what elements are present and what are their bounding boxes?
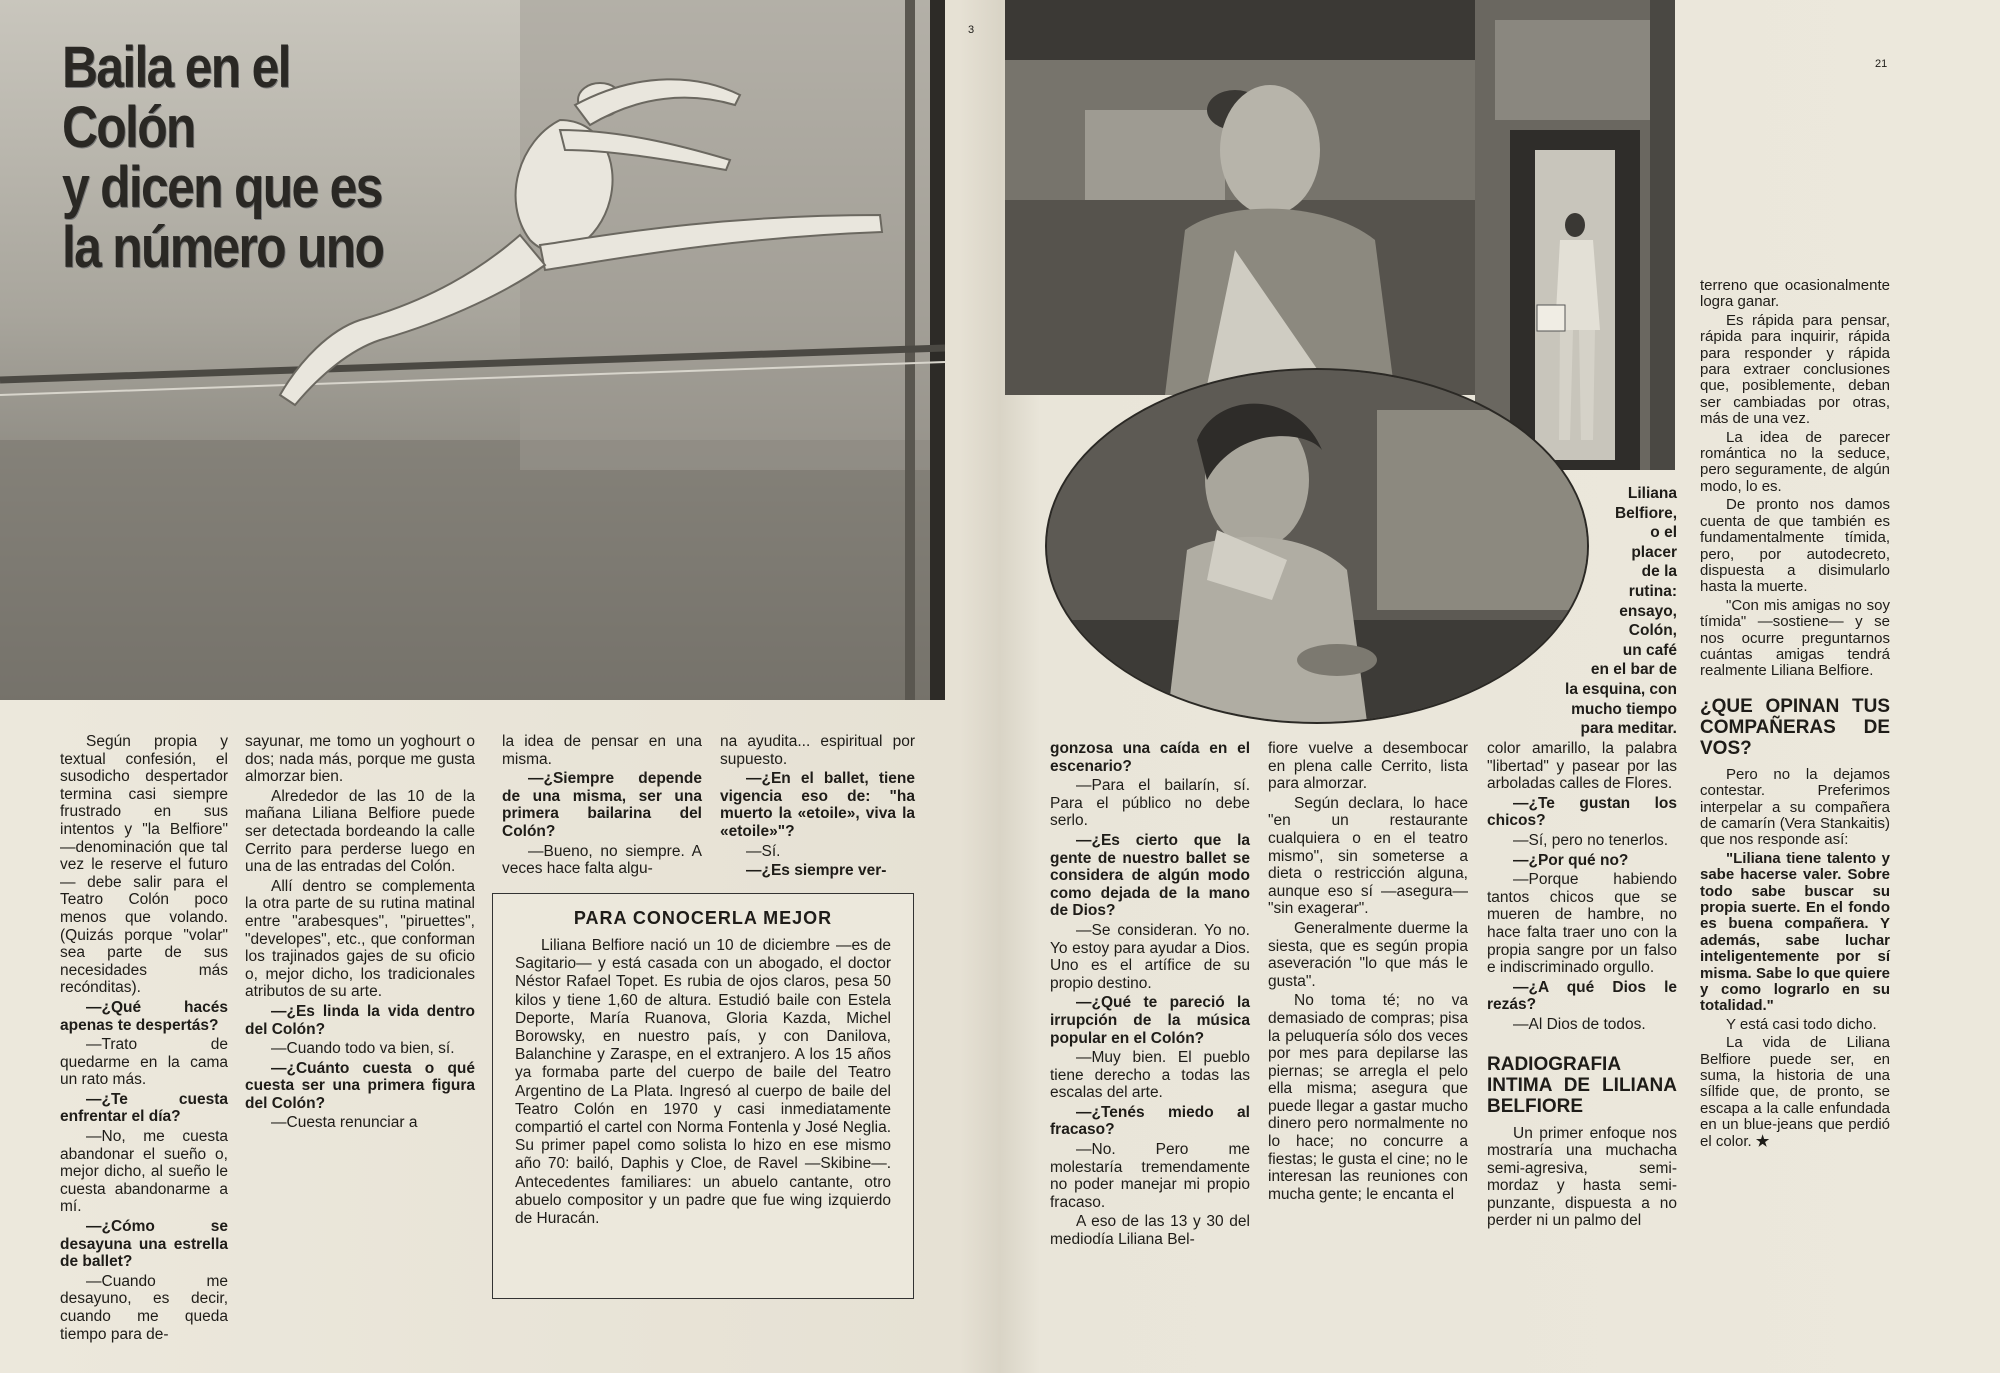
question: —¿Es cierto que la gente de nuestro ballet se considera de algún modo como dejada de la mano de Dios? [1050, 831, 1250, 920]
question: —¿Por qué no? [1513, 851, 1629, 869]
paragraph: No toma té; no va demasiado de compras; pisa la peluquería sólo dos veces por mes para depilarse las piernas; se arregla el pelo ella misma; asegura que puede llegar a gastar mucho dinero pero normalmente no lo hace; no concurre a fiestas; le gusta el cine; no le interesan las reuniones con mucha gente; le encanta el [1268, 992, 1468, 1203]
caption-line: Belfiore, [1614, 504, 1677, 522]
paragraph: Según declara, lo hace "en un restaurante cualquiera o en el teatro mismo", sin someterse a dieta o restricción alguna, aunque eso sí —asegura— "sin exagerar". [1268, 794, 1468, 918]
answer: —Cuando me desayuno, es decir, cuando me queda tiempo para de- [60, 1272, 228, 1343]
question: —¿Te cuesta enfrentar el día? [60, 1090, 228, 1126]
answer: —Cuando todo va bien, sí. [271, 1040, 455, 1058]
caption-line: de la [1641, 563, 1677, 581]
paragraph: Y está casi todo dicho. [1726, 1015, 1877, 1033]
question: —¿Cuánto cuesta o qué cuesta ser una primera figura del Colón? [245, 1059, 475, 1112]
quote: "Liliana tiene talento y sabe hacerse valer. Sobre todo sabe buscar su propia suerte. En el fondo es buena compañera. Y además, sabe luchar inteligentemente por sí misma. Sabe lo que quiere y como lograrlo en su totalidad." [1700, 849, 1890, 1015]
article-column-6 [1268, 740, 1468, 1205]
article-column-3 [502, 733, 702, 880]
paragraph: terreno que ocasionalmente logra ganar. [1700, 277, 1890, 311]
paragraph: A eso de las 13 y 30 del mediodía Liliana Bel- [1050, 1213, 1250, 1249]
doorway-photo-art [1475, 0, 1675, 470]
caption-line: Colón, [1628, 622, 1677, 640]
answer: —Sí. [746, 842, 781, 860]
end-mark-icon: ★ [1755, 1132, 1770, 1150]
question: —¿Cómo se desayuna una estrella de ballet? [60, 1218, 228, 1271]
question: —¿Te gustan los chicos? [1487, 794, 1677, 830]
answer: —Muy bien. El pueblo tiene derecho a todas las escalas del arte. [1050, 1049, 1250, 1102]
page-number-right: 21 [1875, 58, 1888, 70]
subheading-radiografia: RADIOGRAFIA INTIMA DE LILIANA BELFIORE [1487, 1053, 1677, 1117]
question: —¿Qué te pareció la irrupción de la música popular en el Colón? [1050, 994, 1250, 1047]
question: —¿Es siempre ver- [746, 862, 887, 880]
photo-caption [1545, 484, 1677, 739]
page-number-left: 3 [968, 24, 975, 36]
caption-line: placer [1631, 543, 1677, 561]
answer: —Al Dios de todos. [1513, 1015, 1646, 1033]
paragraph: color amarillo, la palabra "libertad" y pasear por las arboladas calles de Flores. [1487, 740, 1677, 793]
paragraph: la idea de pensar en una misma. [502, 733, 702, 768]
caption-line: mucho tiempo [1571, 700, 1677, 718]
headline-line-1: Baila en el Colón [62, 35, 290, 160]
paragraph: De pronto nos damos cuenta de que también es fundamentalmente tímida, pero, por autodecreto, dispuesta a disimularlo hasta la muerte. [1700, 496, 1890, 596]
info-box-text: Liliana Belfiore nació un 10 de diciembre —es de Sagitario— y está casada con un abogado, el doctor Néstor Rafael Topet. Es rubia de ojos claros, pesa 50 kilos y tiene 1,60 de altura. Estudió baile con Estela Deporte, María Ruanova, Gloria Kazda, Michel Borowsky, en nuestro país, y con Danilova, Balanchine y Zaraspe, en el extranjero. A los 15 años ya formaba parte del cuerpo de baile del Teatro Argentino de La Plata. Ingresó al cuerpo de baile del Teatro Colón en 1970 y casi inmediatamente compartió el cartel con Norma Fontenla y José Neglia. Su primer papel como solista lo hizo en ese mismo año 70: bailó, Daphis y Cloe, de Ravel —Skibine—. Antecedentes familiares: un abuelo cantante, otro abuelo compositor y un padre que fue wing izquierdo de Huracán. [515, 937, 891, 1228]
question: gonzosa una caída en el escenario? [1050, 740, 1250, 775]
info-box-title: PARA CONOCERLA MEJOR [573, 908, 833, 928]
paragraph: La idea de parecer romántica no la seduce, pero seguramente, de algún modo, lo es. [1700, 428, 1890, 495]
answer: —No. Pero me molestaría tremendamente no poder manejar mi propio fracaso. [1050, 1141, 1250, 1211]
headline-line-2: y dicen que es [62, 155, 382, 220]
caption-line: la esquina, con [1565, 680, 1677, 698]
caption-line: Liliana [1627, 485, 1677, 502]
caption-line: ensayo, [1619, 602, 1677, 620]
paragraph: sayunar, me tomo un yoghourt o dos; nada más, porque me gusta almorzar bien. [245, 733, 475, 786]
paragraph: Alrededor de las 10 de la mañana Liliana Belfiore puede ser detectada bordeando la calle Cerrito para perderse luego en una de las entradas del Colón. [245, 787, 475, 876]
answer: —Porque habiendo tantos chicos que se mueren de hambre, no hace falta traer uno con la propia sangre por un falso e indiscriminado orgullo. [1487, 871, 1677, 977]
subheading-opinan: ¿QUE OPINAN TUS COMPAÑERAS DE VOS? [1700, 695, 1890, 759]
closing-text: La vida de Liliana Belfiore puede ser, en suma, la historia de una sílfide que, de pronto, se escapa a la calle enfundada en un blue-jeans que perdió el color. [1700, 1034, 1890, 1150]
answer: —Se consideran. Yo no. Yo estoy para ayudar a Dios. Uno es el artífice de su propio destino. [1050, 921, 1250, 992]
paragraph: Un primer enfoque nos mostraría una muchacha semi-agresiva, semi-mordaz y hasta semi-punzante, dispuesta a no perder ni un palmo del [1487, 1124, 1677, 1230]
paragraph: Generalmente duerme la siesta, que es según propia aseveración "lo que más le gusta". [1268, 919, 1468, 990]
caption-line: o el [1650, 524, 1677, 542]
paragraph: "Con mis amigas no soy tímida" —sostiene— y se nos ocurre preguntarnos cuántas amigas tendrá realmente Liliana Belfiore. [1700, 596, 1890, 680]
article-column-1 [60, 733, 228, 1345]
article-column-5 [1050, 740, 1250, 1251]
oval-portrait-photo [1045, 368, 1589, 724]
answer: —Trato de quedarme en la cama un rato más. [60, 1036, 228, 1089]
paragraph: Según propia y textual confesión, el susodicho despertador termina casi siempre frustrado en sus intentos y "la Belfiore" —denominación que tal vez le reserve el futuro— debe salir para el Teatro Colón poco menos que volando. (Quizás porque "volar" sea parte de sus necesidades más recónditas). [60, 733, 228, 997]
question: —¿A qué Dios le rezás? [1487, 978, 1677, 1014]
headline [62, 35, 389, 280]
answer: —No, me cuesta abandonar el sueño o, mejor dicho, al sueño le cuesta abandonarme a mí. [60, 1128, 228, 1216]
article-column-7 [1487, 740, 1677, 1232]
caption-line: rutina: [1628, 582, 1677, 600]
answer: —Bueno, no siempre. A veces hace falta algu- [502, 842, 702, 878]
cafe-street-photo [1005, 0, 1475, 395]
street-photo-art [1005, 0, 1475, 395]
paragraph: na ayudita... espiritual por supuesto. [720, 733, 915, 768]
doorway-photo [1475, 0, 1675, 470]
info-box [492, 893, 914, 1299]
question: —¿Siempre depende de una misma, ser una primera bailarina del Colón? [502, 770, 702, 840]
caption-line: en el bar de [1590, 661, 1677, 679]
caption-line: para meditar. [1580, 720, 1677, 738]
paragraph [1700, 1035, 1890, 1150]
question: —¿Tenés miedo al fracaso? [1050, 1103, 1250, 1139]
answer: —Para el bailarín, sí. Para el público no debe serlo. [1050, 777, 1250, 830]
question: —¿Qué hacés apenas te despertás? [60, 998, 228, 1034]
paragraph: Es rápida para pensar, rápida para inquirir, rápida para responder y rápida para extraer conclusiones que, posiblemente, deban ser cambiadas por otras, más de una vez. [1700, 311, 1890, 428]
headline-line-3: la número uno [62, 215, 384, 280]
question: —¿Es linda la vida dentro del Colón? [245, 1002, 475, 1038]
answer: —Sí, pero no tenerlos. [1513, 831, 1669, 849]
answer: —Cuesta renunciar a [271, 1114, 418, 1132]
paragraph: Allí dentro se complementa la otra parte de su rutina matinal entre "arabesques", "piruettes", "developes", etc., que conforman los trajinados gajes de su oficio o, mejor dicho, los tradicionales atributos de su arte. [245, 877, 475, 1001]
paragraph: fiore vuelve a desembocar en plena calle Cerrito, lista para almorzar. [1268, 740, 1468, 793]
article-column-2 [245, 733, 475, 1134]
oval-photo-art [1047, 370, 1587, 722]
article-column-4 [720, 733, 915, 882]
article-column-8 [1700, 278, 1890, 1152]
caption-line: un café [1622, 641, 1677, 659]
question: —¿En el ballet, tiene vigencia eso de: "ha muerto la «etoile», viva la «etoile»"? [720, 770, 915, 840]
paragraph: Pero no la dejamos contestar. Preferimos interpelar a su compañera de camarín (Vera Stankaitis) que nos responde así: [1700, 765, 1890, 849]
